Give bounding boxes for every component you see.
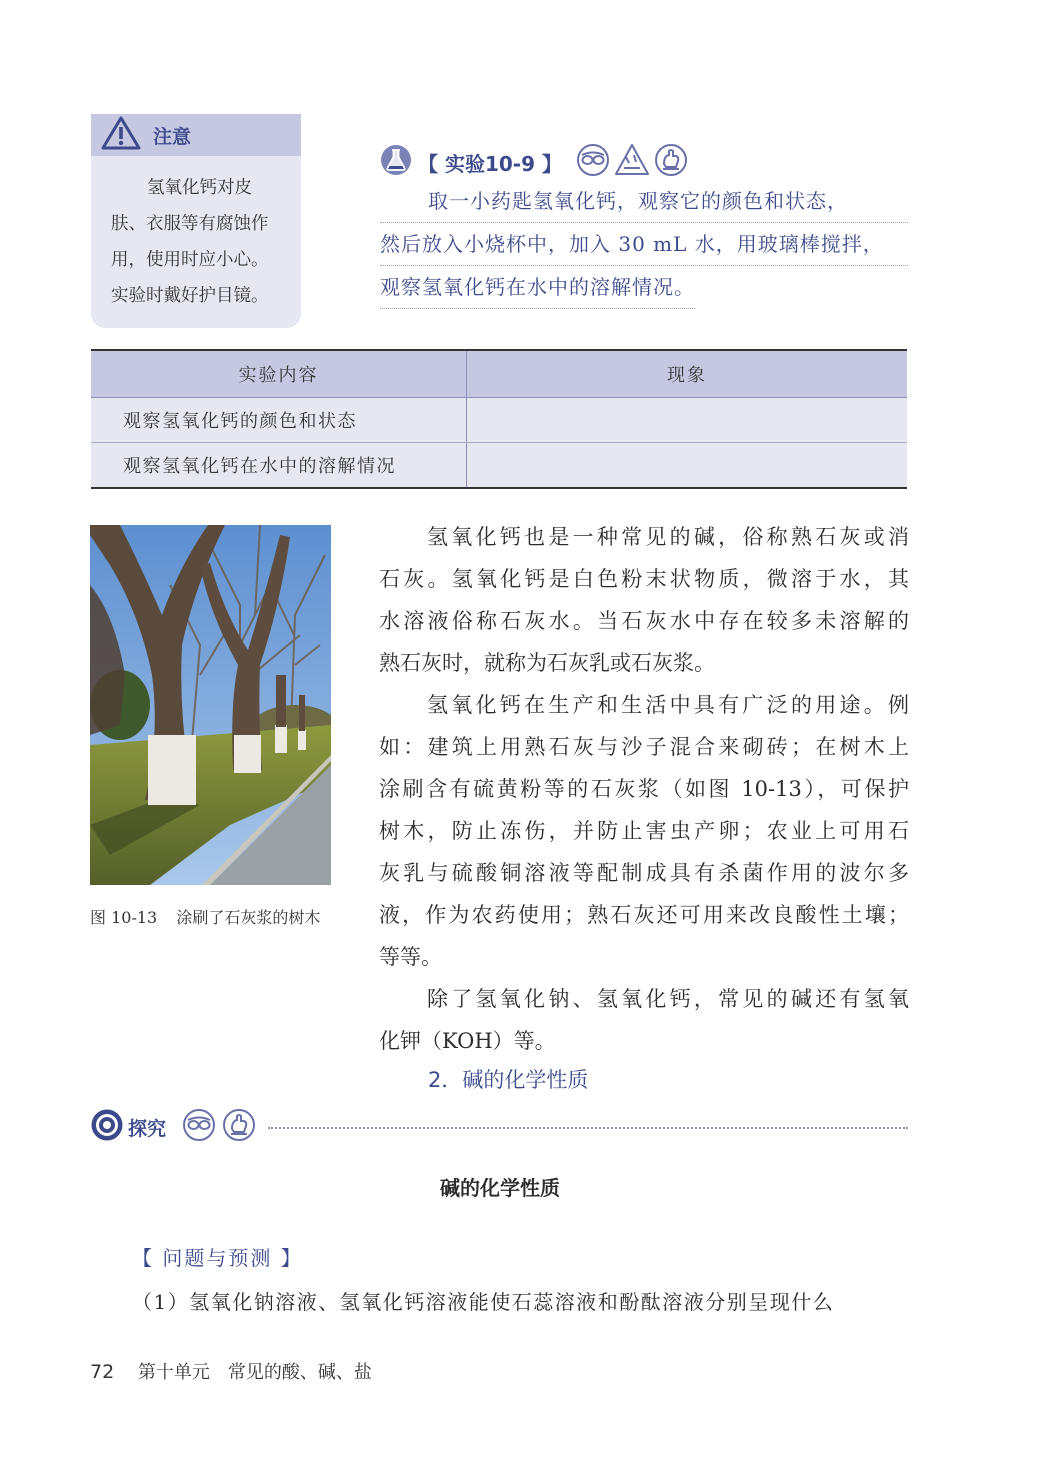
page-number: 72 (90, 1361, 115, 1383)
unit-title: 第十单元 常见的酸、碱、盐 (137, 1362, 372, 1383)
experiment-header (380, 145, 688, 179)
question-1: （1）氢氧化钠溶液、氢氧化钙溶液能使石蕊溶液和酚酞溶液分别呈现什么 (132, 1290, 835, 1314)
table-cell (467, 398, 908, 443)
whitewashed-trees-photo (90, 525, 331, 885)
figure-caption (90, 905, 320, 928)
goggles-icon (182, 1108, 216, 1146)
caution-line: 用，使用时应小心。 (111, 250, 269, 270)
observation-table (91, 349, 907, 489)
table-header-content: 实验内容 (91, 350, 467, 398)
caution-line: 肤、衣服等有腐蚀作 (111, 214, 269, 234)
table-header-row (91, 350, 907, 398)
caution-header (91, 114, 301, 156)
experiment-line: 取一小药匙氢氧化钙，观察它的颜色和状态， (380, 180, 908, 223)
question-prediction-heading: 【 问题与预测 】 (132, 1246, 303, 1270)
caution-line: 氢氧化钙对皮 (147, 178, 252, 198)
body-line: 水溶液俗称石灰水。当石灰水中存在较多未溶解的 (379, 609, 909, 633)
warning-icon (101, 116, 141, 154)
body-text (379, 516, 909, 1062)
caution-title: 注意 (153, 125, 192, 148)
dotted-divider (268, 1126, 908, 1129)
caution-box (91, 114, 301, 328)
table-cell (467, 443, 908, 489)
flask-icon (380, 144, 412, 180)
experiment-title: 【 实验10-9 】 (418, 151, 562, 176)
figure-number: 图 10-13 (90, 908, 158, 927)
body-line: 涂刷含有硫黄粉等的石灰浆（如图 10-13），可保护 (379, 777, 909, 801)
experiment-safety-icons (576, 143, 688, 181)
figure-caption-text: 涂刷了石灰浆的树木 (176, 908, 321, 927)
table-header-phenomenon: 现象 (467, 350, 908, 398)
corrosive-hazard-icon (614, 143, 650, 181)
hand-wash-icon (222, 1108, 256, 1146)
body-line: 化钾（KOH）等。 (379, 1029, 556, 1053)
experiment-line: 观察氢氧化钙在水中的溶解情况。 (380, 266, 695, 309)
body-line: 氢氧化钙也是一种常见的碱，俗称熟石灰或消 (427, 525, 909, 549)
table-row (91, 443, 907, 489)
hand-wash-icon (654, 143, 688, 181)
body-line: 石灰。氢氧化钙是白色粉末状物质，微溶于水，其 (379, 567, 909, 591)
inquiry-title: 碱的化学性质 (440, 1176, 560, 1200)
table-row (91, 398, 907, 443)
body-line: 树木，防止冻伤，并防止害虫产卵；农业上可用石 (379, 819, 909, 843)
caution-line: 实验时戴好护目镜。 (111, 286, 269, 306)
page-footer (90, 1358, 372, 1384)
inquiry-label: 探究 (128, 1117, 167, 1140)
body-line: 除了氢氧化钠、氢氧化钙，常见的碱还有氢氧 (427, 987, 909, 1011)
body-line: 液，作为农药使用；熟石灰还可用来改良酸性土壤； (379, 903, 909, 927)
section-heading: 2．碱的化学性质 (428, 1068, 589, 1092)
body-line: 等等。 (379, 945, 442, 969)
inquiry-bar (90, 1107, 908, 1147)
target-icon (90, 1108, 124, 1146)
body-line: 灰乳与硫酸铜溶液等配制成具有杀菌作用的波尔多 (379, 861, 909, 885)
caution-text (91, 156, 301, 314)
experiment-instructions (380, 180, 908, 309)
goggles-icon (576, 143, 610, 181)
body-line: 如：建筑上用熟石灰与沙子混合来砌砖；在树木上 (379, 735, 909, 759)
table-cell: 观察氢氧化钙的颜色和状态 (91, 398, 467, 443)
body-line: 熟石灰时，就称为石灰乳或石灰浆。 (379, 651, 715, 675)
body-line: 氢氧化钙在生产和生活中具有广泛的用途。例 (427, 693, 909, 717)
table-cell: 观察氢氧化钙在水中的溶解情况 (91, 443, 467, 489)
experiment-line: 然后放入小烧杯中，加入 30 mL 水，用玻璃棒搅拌， (380, 223, 908, 266)
